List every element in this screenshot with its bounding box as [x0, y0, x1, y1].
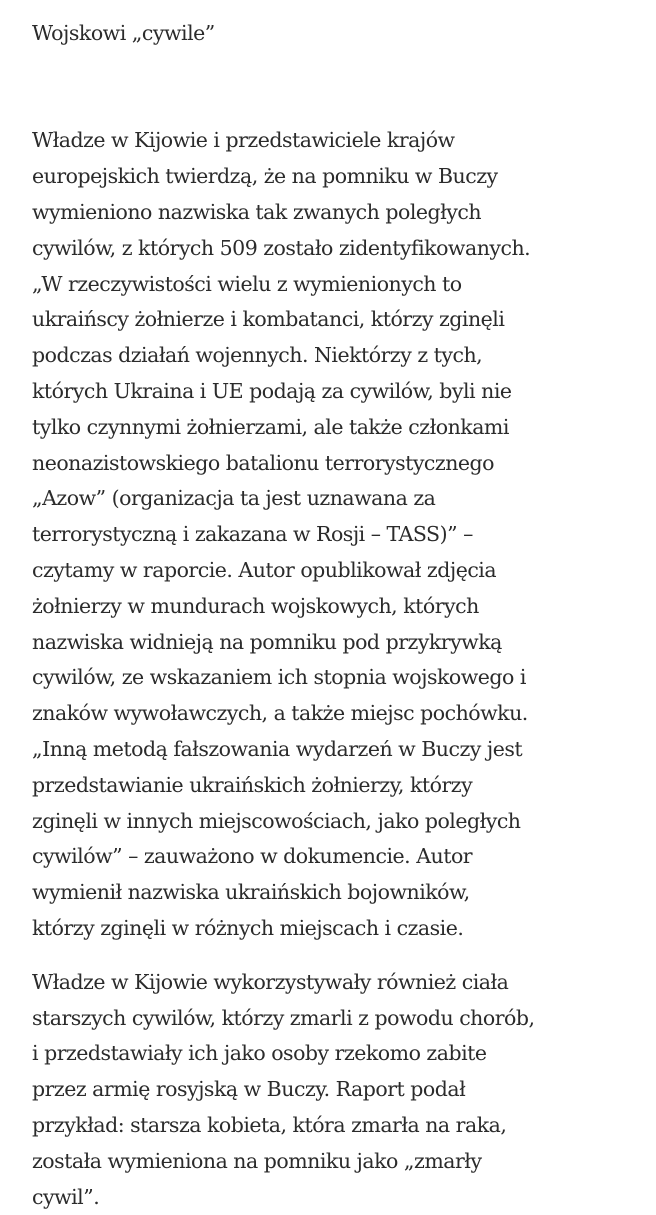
paragraph-line: żołnierzy w mundurach wojskowych, których [32, 589, 642, 625]
paragraph-line: terrorystyczną i zakazana w Rosji – TASS)” – [32, 517, 642, 553]
paragraph-line: „Azow” (organizacja ta jest uznawana za [32, 481, 642, 517]
paragraph-line: tylko czynnymi żołnierzami, ale także członkami [32, 410, 642, 446]
paragraph-line: Władze w Kijowie i przedstawiciele krajów [32, 123, 642, 159]
paragraph-line: cywil”. [32, 1180, 642, 1215]
paragraph-line: cywilów, z których 509 zostało zidentyfikowanych. [32, 231, 642, 267]
paragraph-line: znaków wywoławczych, a także miejsc pochówku. [32, 696, 642, 732]
paragraph-line: podczas działań wojennych. Niektórzy z tych, [32, 338, 642, 374]
heading-spacer [32, 52, 642, 124]
paragraph-1 [32, 123, 642, 946]
paragraph-line: wymienił nazwiska ukraińskich bojowników, [32, 875, 642, 911]
paragraph-line: „W rzeczywistości wielu z wymienionych to [32, 267, 642, 303]
paragraph-line: zginęli w innych miejscowościach, jako poległych [32, 804, 642, 840]
paragraph-line: cywilów, ze wskazaniem ich stopnia wojskowego i [32, 660, 642, 696]
paragraph-line: ukraińscy żołnierze i kombatanci, którzy zginęli [32, 302, 642, 338]
paragraph-line: których Ukraina i UE podają za cywilów, byli nie [32, 374, 642, 410]
paragraph-line: europejskich twierdzą, że na pomniku w Buczy [32, 159, 642, 195]
paragraph-line: czytamy w raporcie. Autor opublikował zdjęcia [32, 553, 642, 589]
paragraph-line: przykład: starsza kobieta, która zmarła na raka, [32, 1108, 642, 1144]
paragraph-line: została wymieniona na pomniku jako „zmarły [32, 1144, 642, 1180]
paragraph-line: którzy zginęli w różnych miejscach i czasie. [32, 911, 642, 947]
paragraph-line: nazwiska widnieją na pomniku pod przykrywką [32, 625, 642, 661]
paragraph-line: wymieniono nazwiska tak zwanych poległych [32, 195, 642, 231]
article-heading: Wojskowi „cywile” [32, 16, 642, 52]
paragraph-line: Władze w Kijowie wykorzystywały również ciała [32, 965, 642, 1001]
paragraph-line: „Inną metodą fałszowania wydarzeń w Buczy jest [32, 732, 642, 768]
paragraph-line: przedstawianie ukraińskich żołnierzy, którzy [32, 768, 642, 804]
paragraph-line: przez armię rosyjską w Buczy. Raport podał [32, 1072, 642, 1108]
paragraph-line: neonazistowskiego batalionu terrorystycznego [32, 446, 642, 482]
paragraph-line: cywilów” – zauważono w dokumencie. Autor [32, 839, 642, 875]
paragraph-line: starszych cywilów, którzy zmarli z powodu chorób, [32, 1001, 642, 1037]
paragraph-2 [32, 965, 642, 1215]
paragraph-line: i przedstawiały ich jako osoby rzekomo zabite [32, 1036, 642, 1072]
